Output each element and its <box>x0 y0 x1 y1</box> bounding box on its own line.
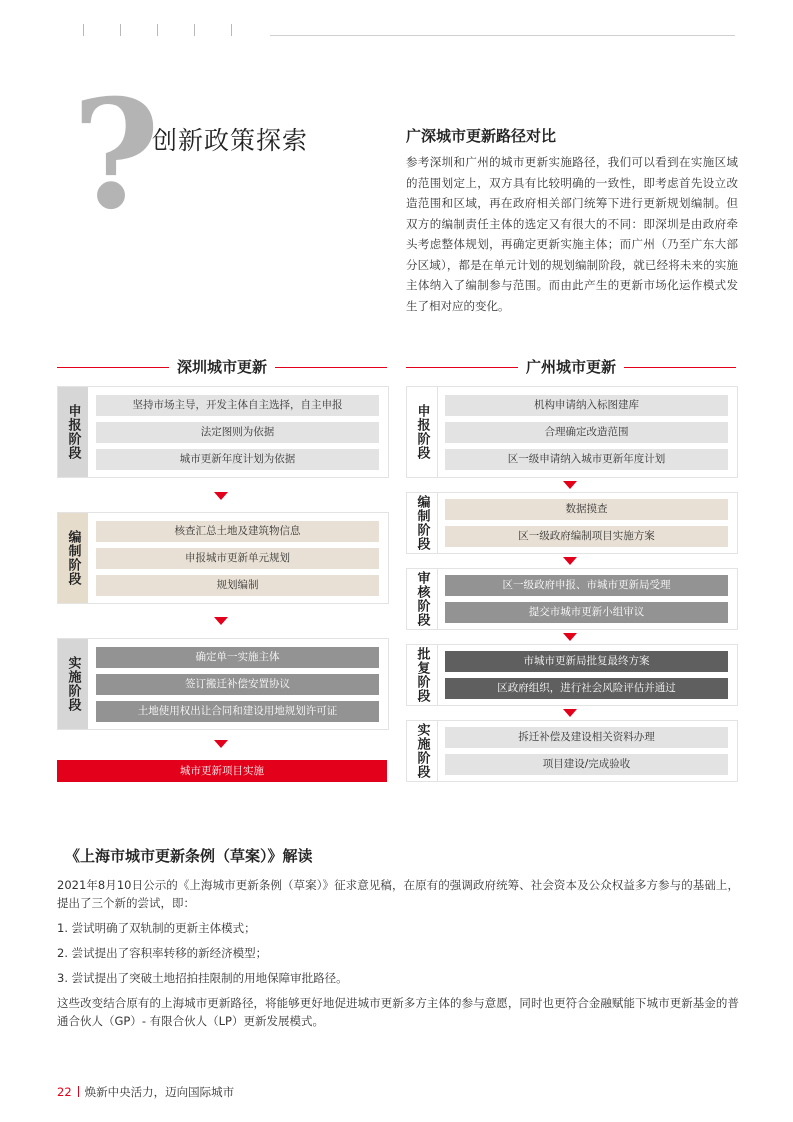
intro-text: 参考深圳和广州的城市更新实施路径，我们可以看到在实施区域的范围划定上，双方具有比较明确的一致性，即考虑首先设立改造范围和区域，再在政府相关部门统筹下进行更新规划编制。但双方的编制责任主体的选定又有很大的不同：即深圳是由政府牵头考虑整体规划，再确定更新实施主体；而广州（乃至广东大部分区域），都是在单元计划的规划编制阶段，就已经将未来的实施主体纳入了编制参与范围。而由此产生的更新市场化运作模式发生了相对应的变化。 <box>406 155 738 313</box>
section-subtitle: 广深城市更新路径对比 <box>406 127 557 145</box>
down-arrow-icon <box>563 633 577 641</box>
section2-paragraph-2: 这些改变结合原有的上海城市更新路径，将能够更好地促进城市更新多方主体的参与意愿，同时也更符合金融赋能下城市更新基金的普通合伙人（GP）- 有限合伙人（LP）更新发展模式。 <box>57 996 739 1028</box>
gz-implement-item-1: 拆迁补偿及建设相关资料办理 <box>445 727 728 748</box>
page-footer <box>57 1084 234 1100</box>
sz-compile-item-3: 规划编制 <box>96 575 379 596</box>
down-arrow-icon <box>563 481 577 489</box>
gz-approve-item-2: 区政府组织，进行社会风险评估并通过 <box>445 678 728 699</box>
sz-stage-apply-label: 申报阶段 <box>65 404 81 460</box>
section2-item-1: 1. 尝试明确了双轨制的更新主体模式； <box>57 921 256 935</box>
section2-item-3: 3. 尝试提出了突破土地招拍挂限制的用地保障审批路径。 <box>57 971 348 985</box>
gz-stage-approve <box>406 644 738 706</box>
gz-stage-review <box>406 568 738 630</box>
section2-title: 《上海市城市更新条例（草案）》解读 <box>65 847 313 865</box>
sz-implement-item-1: 确定单一实施主体 <box>96 647 379 668</box>
gz-stage-approve-label: 批复阶段 <box>414 647 430 703</box>
sz-implement-item-3: 土地使用权出让合同和建设用地规划许可证 <box>96 701 379 722</box>
sz-compile-item-1: 核查汇总土地及建筑物信息 <box>96 521 379 542</box>
down-arrow-icon <box>214 492 228 500</box>
sz-apply-item-3: 城市更新年度计划为依据 <box>96 449 379 470</box>
footer-text: 焕新中央活力，迈向国际城市 <box>84 1085 235 1099</box>
sz-apply-item-1: 坚持市场主导，开发主体自主选择，自主申报 <box>96 395 379 416</box>
guangzhou-title: 广州城市更新 <box>518 358 624 376</box>
sz-apply-item-2: 法定图则为依据 <box>96 422 379 443</box>
sz-implement-item-2: 签订搬迁补偿安置协议 <box>96 674 379 695</box>
down-arrow-icon <box>563 709 577 717</box>
section2-body <box>57 876 739 1037</box>
gz-apply-item-2: 合理确定改造范围 <box>445 422 728 443</box>
down-arrow-icon <box>214 740 228 748</box>
gz-apply-item-1: 机构申请纳入标图建库 <box>445 395 728 416</box>
shenzhen-title: 深圳城市更新 <box>169 358 275 376</box>
gz-implement-item-2: 项目建设/完成验收 <box>445 754 728 775</box>
footer-divider <box>78 1086 79 1097</box>
gz-stage-implement <box>406 720 738 782</box>
gz-stage-implement-label: 实施阶段 <box>414 723 430 779</box>
question-mark-icon: ? <box>72 67 160 243</box>
gz-approve-item-1: 市城市更新局批复最终方案 <box>445 651 728 672</box>
section2-paragraph-1: 2021年8月10日公示的《上海城市更新条例（草案）》征求意见稿，在原有的强调政府统筹、社会资本及公众权益多方参与的基础上，提出了三个新的尝试，即： <box>57 878 739 910</box>
sz-stage-implement-label: 实施阶段 <box>65 656 81 712</box>
gz-stage-compile <box>406 492 738 554</box>
intro-paragraph <box>406 152 738 316</box>
gz-compile-item-2: 区一级政府编制项目实施方案 <box>445 526 728 547</box>
gz-apply-item-3: 区一级申请纳入城市更新年度计划 <box>445 449 728 470</box>
section2-item-2: 2. 尝试提出了容积率转移的新经济模型； <box>57 946 268 960</box>
sz-final-step: 城市更新项目实施 <box>57 760 387 782</box>
down-arrow-icon <box>563 557 577 565</box>
shenzhen-header <box>57 356 387 378</box>
gz-stage-review-label: 审核阶段 <box>414 571 430 627</box>
gz-stage-compile-label: 编制阶段 <box>414 495 430 551</box>
gz-stage-apply <box>406 386 738 478</box>
gz-compile-item-1: 数据摸查 <box>445 499 728 520</box>
down-arrow-icon <box>214 617 228 625</box>
page-title: 创新政策探索 <box>152 126 309 155</box>
guangzhou-header <box>406 356 736 378</box>
sz-compile-item-2: 申报城市更新单元规划 <box>96 548 379 569</box>
page-number: 22 <box>57 1085 72 1099</box>
gz-stage-apply-label: 申报阶段 <box>414 404 430 460</box>
sz-stage-implement <box>57 638 389 730</box>
gz-review-item-1: 区一级政府申报、市城市更新局受理 <box>445 575 728 596</box>
gz-review-item-2: 提交市城市更新小组审议 <box>445 602 728 623</box>
sz-stage-apply <box>57 386 389 478</box>
sz-stage-compile-label: 编制阶段 <box>65 530 81 586</box>
sz-stage-compile <box>57 512 389 604</box>
